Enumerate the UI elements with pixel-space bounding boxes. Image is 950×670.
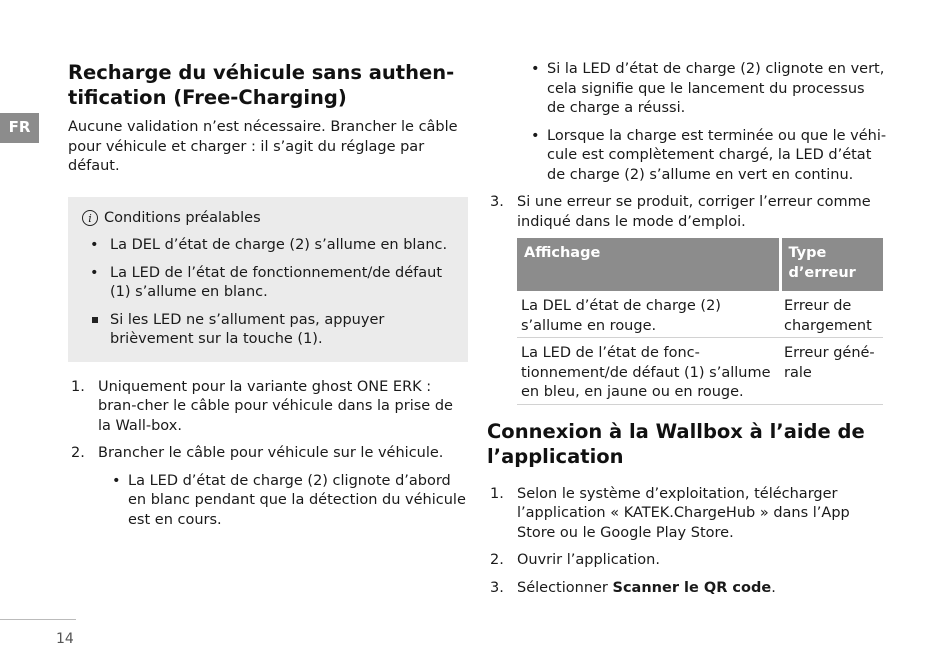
step-text: Selon le système d’exploitation, télécharger l’application « KATEK.ChargeHub » dans l’App Store ou le Google Play Store. [517, 485, 850, 541]
prerequisite-item: • La DEL d’état de charge (2) s’allume en blanc. [82, 236, 462, 256]
error-table [517, 238, 883, 405]
step-sub-list [98, 472, 468, 531]
step-item [68, 444, 468, 530]
right-column [487, 60, 887, 606]
step-sub-item: • Lorsque la charge est terminée ou que le véhi-cule est complètement chargé, la LED d’état de charge (2) s’allume en vert en continu. [487, 127, 887, 186]
footer-divider [0, 619, 76, 620]
table-cell: Erreur de chargement [780, 291, 883, 338]
step-sub-item: • Si la LED d’état de charge (2) clignote en vert, cela signifie que le lancement du processus de charge a réussi. [487, 60, 887, 119]
section-heading-app-connection: Connexion à la Wallbox à l’aide de l’application [487, 419, 865, 468]
prerequisite-action: Si les LED ne s’allument pas, appuyer brièvement sur la touche (1). [82, 311, 462, 350]
table-header-error-type: Type d’erreur [780, 238, 883, 291]
table-row [517, 338, 883, 405]
table-cell: La LED de l’état de fonc-tionnement/de défaut (1) s’allume en bleu, en jaune ou en rouge. [517, 338, 780, 405]
step-number: 1. [71, 378, 85, 395]
step-number: 3. [490, 579, 504, 596]
app-steps [487, 485, 887, 599]
step-item [487, 579, 887, 599]
error-step [487, 193, 887, 232]
step-number: 3. [490, 194, 504, 210]
step-text: Uniquement pour la variante ghost ONE ERK : bran-cher le câble pour véhicule dans la prise de la Wall-box. [98, 378, 453, 434]
note-title: Conditions préalables [104, 209, 261, 226]
step-item [68, 378, 468, 437]
heading-line-2: tification (Free-Charging) [68, 86, 347, 109]
step-item [487, 193, 887, 232]
step-sub-item: • La LED d’état de charge (2) clignote d’abord en blanc pendant que la détection du véhicule est en cours. [98, 472, 468, 531]
table-header-row [517, 238, 883, 291]
step-number: 2. [71, 445, 85, 461]
continued-sub-list [487, 60, 887, 185]
heading-line-1: Recharge du véhicule sans authen- [68, 61, 455, 84]
prerequisites-note [68, 197, 468, 362]
prerequisite-item: • La LED de l’état de fonctionnement/de défaut (1) s’allume en blanc. [82, 264, 462, 303]
info-icon: i [82, 210, 98, 226]
step-number: 1. [490, 485, 504, 502]
left-column [68, 60, 468, 538]
intro-paragraph: Aucune validation n’est nécessaire. Brancher le câble pour véhicule et charger : il s’agit du réglage par défaut. [68, 119, 458, 174]
step-text-suffix: . [771, 579, 776, 596]
step-text-prefix: Sélectionner [517, 579, 613, 596]
step-item [487, 485, 887, 544]
step-item [487, 551, 887, 571]
table-row [517, 291, 883, 338]
step-text: Brancher le câble pour véhicule sur le véhicule. [98, 445, 444, 461]
page-number: 14 [56, 631, 74, 647]
table-header-display: Affichage [517, 238, 780, 291]
step-text: Ouvrir l’application. [517, 552, 660, 568]
note-header [82, 209, 462, 229]
table-cell: La DEL d’état de charge (2) s’allume en rouge. [517, 291, 780, 338]
step-text-bold: Scanner le QR code [612, 579, 772, 596]
language-tab: FR [0, 113, 39, 143]
charging-steps [68, 378, 468, 531]
section-heading-free-charging [68, 60, 468, 110]
table-cell: Erreur géné-rale [780, 338, 883, 405]
step-number: 2. [490, 552, 504, 568]
step-text: Si une erreur se produit, corriger l’erreur comme indiqué dans le mode d’emploi. [517, 194, 871, 230]
prerequisites-list [82, 236, 462, 350]
